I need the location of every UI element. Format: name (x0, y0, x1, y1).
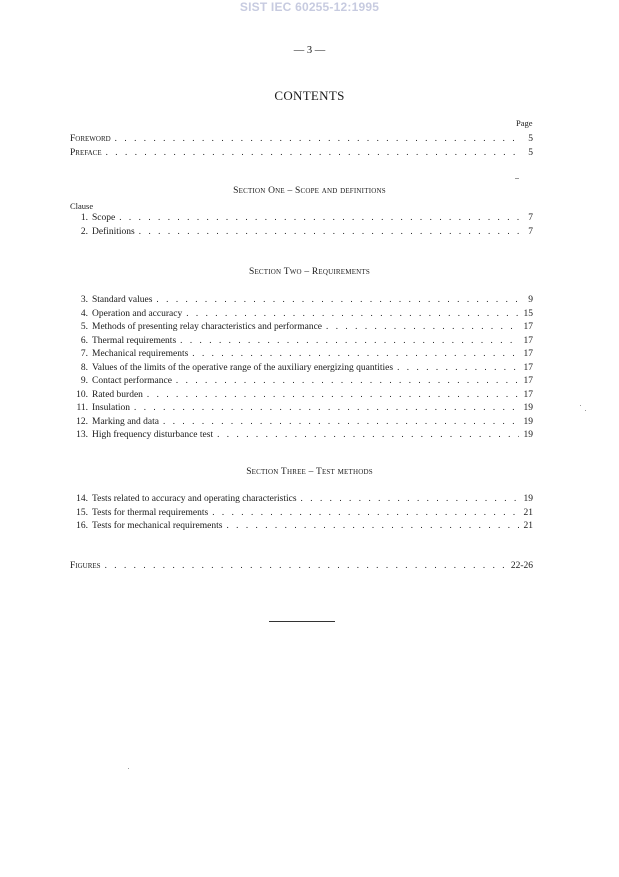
leader-dots (186, 307, 519, 321)
leader-dots (119, 211, 519, 225)
watermark: SIST IEC 60255-12:1995 (239, 0, 380, 14)
toc-entry-page: 19 (523, 403, 533, 413)
leader-dots (180, 334, 519, 348)
toc-entry-number: 12. (76, 416, 88, 427)
toc-entry-page: 19 (523, 494, 533, 504)
scan-speck (128, 768, 129, 769)
section-two-heading: Section Two – Requirements (248, 267, 371, 277)
toc-entry-label: Rated burden (92, 389, 143, 400)
section-one-heading: Section One – Scope and definitions (233, 186, 386, 196)
toc-entry-page: 21 (523, 507, 533, 518)
toc-entry-page: 17 (523, 389, 533, 400)
clause-column-label: Clause (70, 201, 94, 211)
toc-entry[interactable] (70, 492, 533, 506)
toc-entry-page: 19 (523, 430, 533, 440)
figures-list (70, 559, 533, 573)
toc-entry-number: 6. (80, 335, 88, 346)
toc-entry-label: Figures (70, 561, 101, 571)
leader-dots (212, 506, 519, 520)
toc-entry-figures[interactable] (70, 559, 533, 573)
toc-entry-label: Thermal requirements (92, 335, 177, 346)
page-title: CONTENTS (274, 88, 345, 103)
leader-dots (139, 225, 519, 239)
toc-entry-label: Standard values (92, 295, 153, 305)
toc-entry[interactable] (70, 361, 533, 375)
leader-dots (176, 374, 519, 388)
toc-entry-label: Tests for mechanical requirements (92, 521, 223, 531)
leader-dots (192, 347, 519, 361)
leader-dots (326, 320, 519, 334)
toc-entry-label: Marking and data (92, 416, 160, 427)
toc-entry-label: High frequency disturbance test (92, 430, 214, 440)
toc-entry[interactable] (70, 211, 533, 225)
toc-entry[interactable] (70, 320, 533, 334)
section-three-list (70, 492, 533, 533)
front-matter-list (70, 132, 533, 159)
toc-entry[interactable] (70, 428, 533, 442)
toc-entry-page: 19 (523, 416, 533, 427)
leader-dots (217, 428, 519, 442)
end-rule (269, 621, 335, 622)
toc-entry-label: Contact performance (92, 376, 172, 386)
page-column-label: Page (516, 118, 533, 128)
toc-entry-page: 21 (523, 521, 533, 531)
toc-entry[interactable] (70, 506, 533, 520)
toc-entry-number: 9. (80, 376, 88, 386)
toc-entry-number: 13. (76, 430, 88, 440)
leader-dots (301, 492, 519, 506)
toc-entry-page: 5 (528, 134, 533, 144)
toc-entry-number: 3. (80, 295, 88, 305)
toc-entry-foreword[interactable] (70, 132, 533, 146)
leader-dots (147, 388, 519, 402)
toc-entry-label: Tests related to accuracy and operating characteristics (92, 494, 297, 504)
toc-entry-label: Definitions (92, 226, 135, 237)
toc-entry-label: Foreword (70, 134, 111, 144)
toc-entry-label: Preface (70, 147, 102, 158)
toc-entry[interactable] (70, 415, 533, 429)
leader-dots (106, 146, 519, 160)
toc-entry-number: 4. (80, 308, 88, 319)
leader-dots (105, 559, 507, 573)
toc-entry-page: 5 (528, 147, 533, 158)
toc-entry-number: 15. (76, 507, 88, 518)
toc-entry[interactable] (70, 347, 533, 361)
toc-entry-page: 17 (523, 349, 533, 359)
leader-dots (163, 415, 519, 429)
toc-entry-page: 7 (528, 213, 533, 223)
leader-dots (226, 519, 519, 533)
toc-entry-label: Tests for thermal requirements (92, 507, 209, 518)
toc-entry-preface[interactable] (70, 146, 533, 160)
toc-entry[interactable] (70, 519, 533, 533)
toc-entry[interactable] (70, 334, 533, 348)
toc-entry-page: 9 (528, 295, 533, 305)
section-three-heading: Section Three – Test methods (246, 467, 373, 477)
leader-dots (134, 401, 519, 415)
toc-entry[interactable] (70, 293, 533, 307)
toc-entry-number: 8. (80, 362, 88, 373)
leader-dots (156, 293, 519, 307)
toc-entry[interactable] (70, 307, 533, 321)
toc-entry-page: 17 (523, 362, 533, 373)
toc-entry-number: 5. (80, 322, 88, 332)
page-number: — 3 — (293, 45, 326, 56)
section-one-list (70, 211, 533, 238)
toc-entry-number: 10. (76, 389, 88, 400)
toc-entry-label: Insulation (92, 403, 130, 413)
scan-speck (580, 405, 581, 406)
toc-entry[interactable] (70, 388, 533, 402)
section-two-list (70, 293, 533, 442)
toc-entry-label: Values of the limits of the operative range of the auxiliary energizing quantities (92, 362, 394, 373)
toc-entry-page: 17 (523, 376, 533, 386)
leader-dots (397, 361, 519, 375)
toc-entry[interactable] (70, 225, 533, 239)
toc-entry-number: 14. (76, 494, 88, 504)
toc-entry[interactable] (70, 401, 533, 415)
toc-entry-number: 7. (80, 349, 88, 359)
toc-entry-number: 11. (76, 403, 88, 413)
toc-entry[interactable] (70, 374, 533, 388)
toc-entry-page: 7 (528, 226, 533, 237)
toc-entry-number: 2. (80, 226, 88, 237)
toc-entry-page: 22-26 (510, 561, 533, 571)
scan-speck (515, 178, 519, 179)
toc-entry-page: 17 (523, 335, 533, 346)
toc-entry-number: 1. (80, 213, 88, 223)
toc-entry-label: Scope (92, 213, 116, 223)
scan-speck (585, 410, 586, 411)
toc-entry-label: Methods of presenting relay characteristics and performance (92, 322, 323, 332)
toc-entry-label: Operation and accuracy (92, 308, 183, 319)
toc-entry-number: 16. (76, 521, 88, 531)
toc-entry-label: Mechanical requirements (92, 349, 189, 359)
toc-entry-page: 17 (523, 322, 533, 332)
toc-entry-page: 15 (523, 308, 533, 319)
leader-dots (115, 132, 519, 146)
